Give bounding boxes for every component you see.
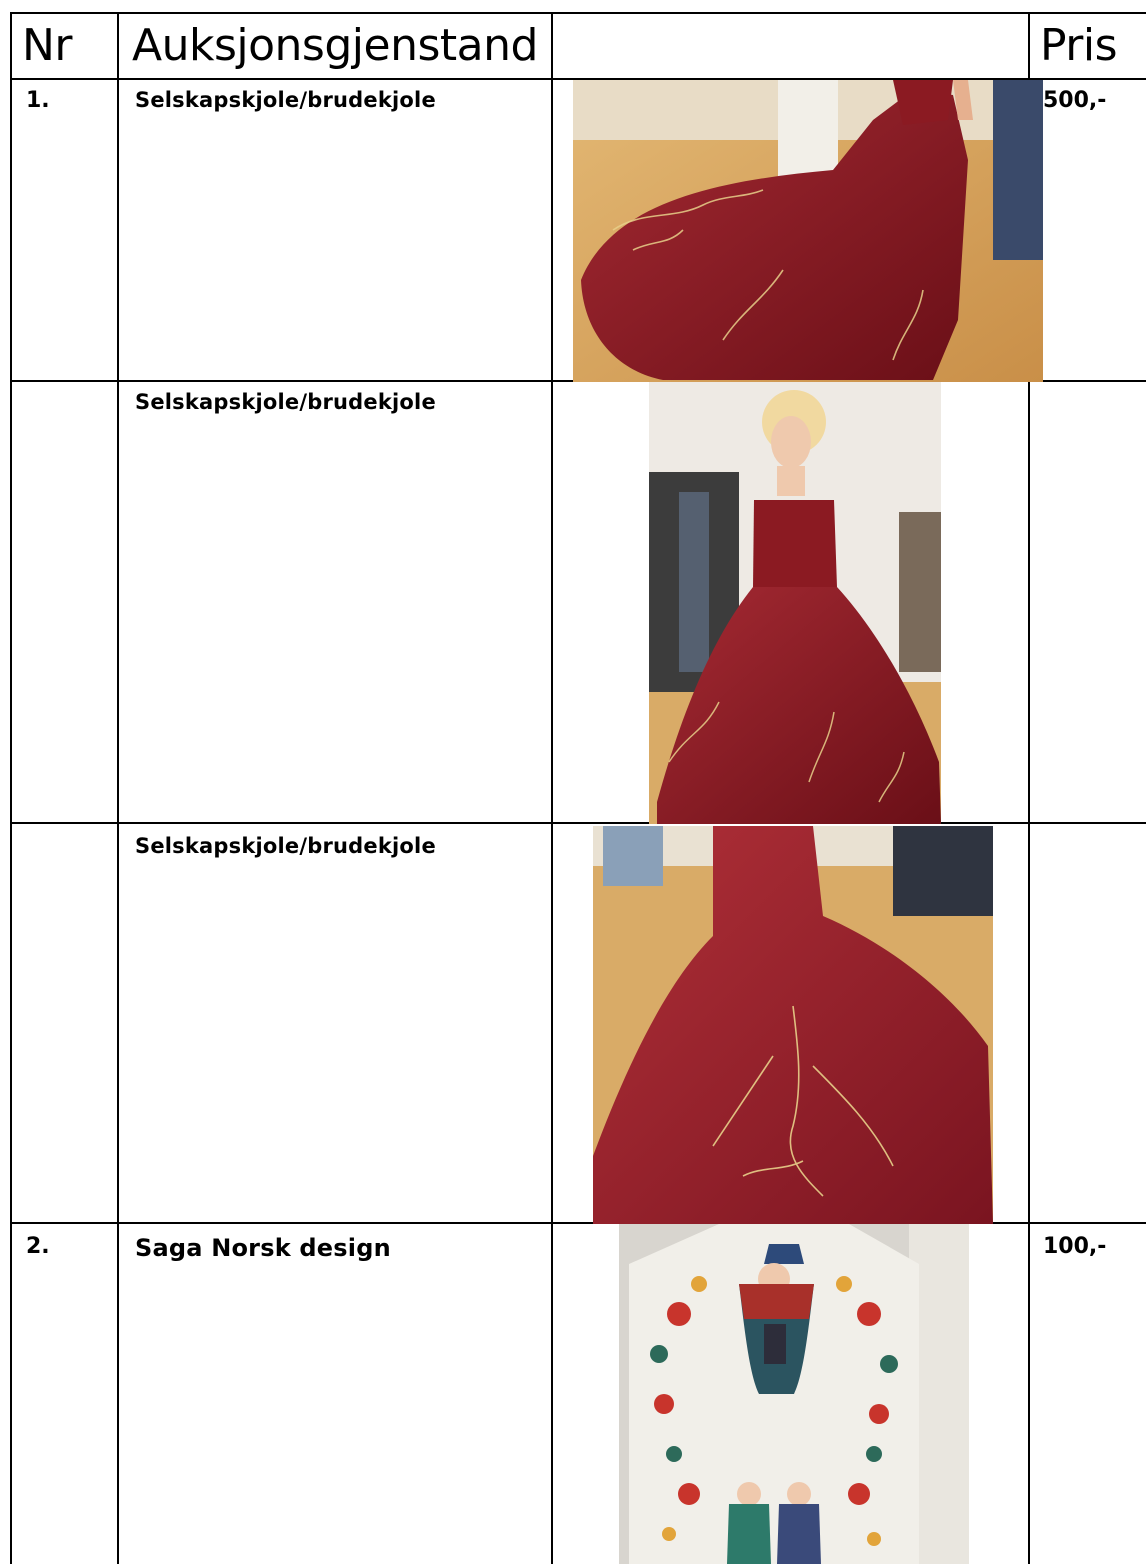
row-4-price: 100,- (1043, 1234, 1107, 1259)
table-left-border (10, 12, 12, 1564)
header-price: Pris (1040, 20, 1117, 71)
row-2-bottom-border (10, 822, 1146, 824)
row-1-price: 500,- (1043, 88, 1107, 113)
col-item-border (551, 12, 553, 1564)
row-4-item: Saga Norsk design (135, 1234, 391, 1262)
red-gown-photo (573, 80, 1043, 382)
row-1-item: Selskapskjole/brudekjole (135, 88, 436, 112)
saga-plate-photo (619, 1224, 969, 1564)
row-1-nr: 1. (26, 88, 50, 113)
col-nr-border (117, 12, 119, 1564)
header-nr: Nr (22, 20, 73, 71)
row-3-item: Selskapskjole/brudekjole (135, 834, 436, 858)
red-gown-train-photo (593, 826, 993, 1224)
row-4-nr: 2. (26, 1234, 50, 1259)
row-2-item: Selskapskjole/brudekjole (135, 390, 436, 414)
header-item: Auksjonsgjenstand (132, 20, 538, 71)
red-gown-front-photo (649, 382, 941, 824)
table-top-border (10, 12, 1146, 14)
